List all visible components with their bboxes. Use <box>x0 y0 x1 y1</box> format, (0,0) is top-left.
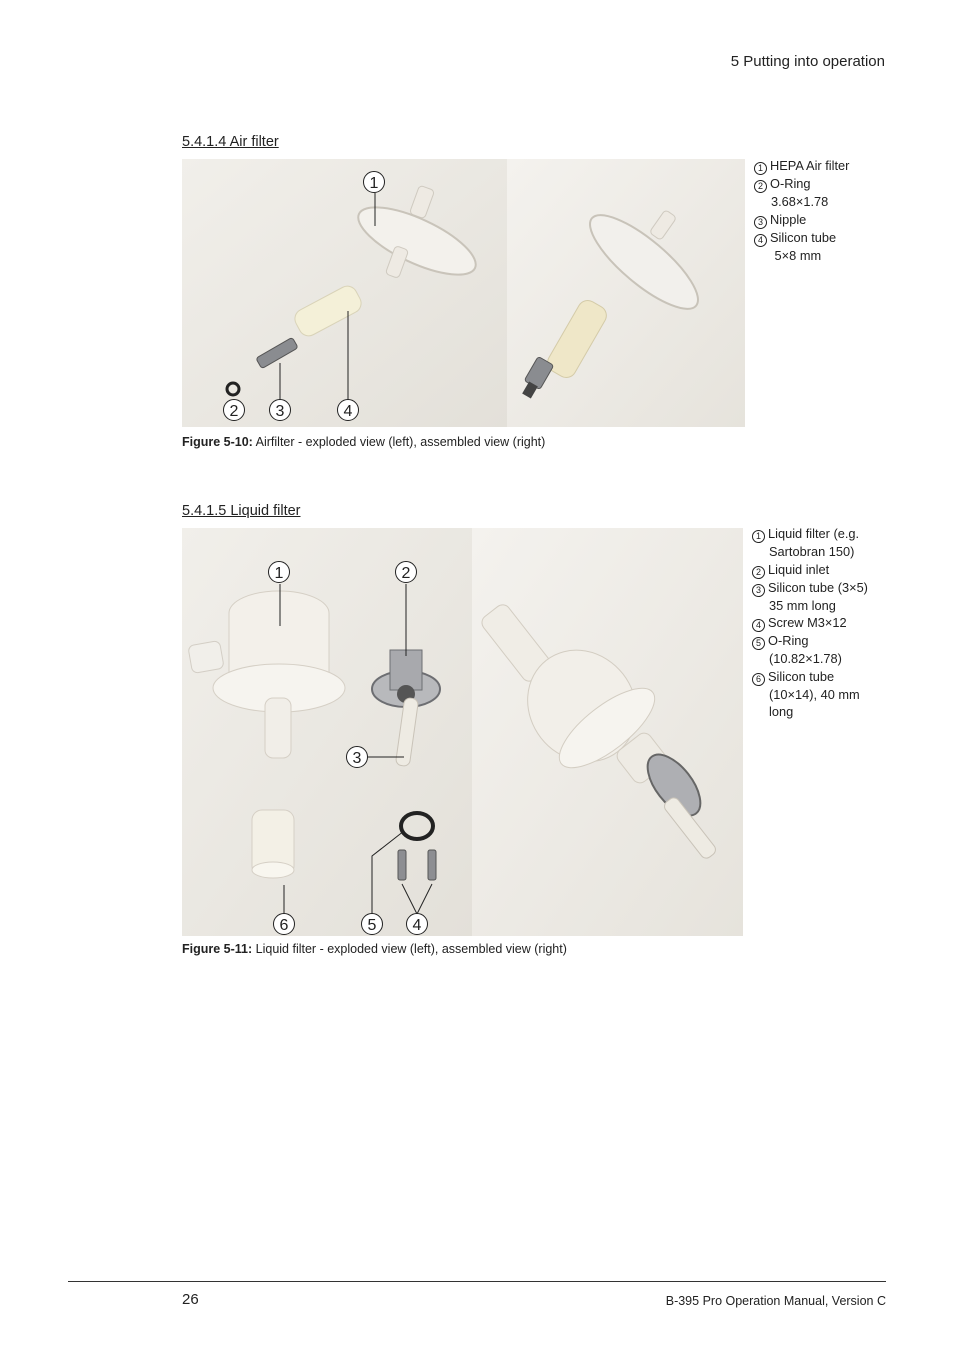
svg-text:2: 2 <box>229 403 239 420</box>
legend-subtext: (10.82×1.78) <box>769 651 842 667</box>
callout-4 <box>407 914 428 935</box>
legend-number: 1 <box>754 162 767 175</box>
callout-1 <box>364 172 385 193</box>
legend-item-silicon-tube-large <box>752 668 902 686</box>
legend-item-liquid-filter <box>752 525 902 543</box>
callout-4 <box>338 400 359 421</box>
legend-text: O-Ring <box>768 633 809 649</box>
legend-number: 3 <box>754 216 767 229</box>
legend-item-nipple <box>754 211 894 229</box>
legend-number: 4 <box>754 234 767 247</box>
legend-item-silicon-tube-small <box>752 579 902 597</box>
air-filter-section-title: 5.4.1.4 Air filter <box>182 134 279 150</box>
air-filter-legend <box>754 157 894 264</box>
air-filter-figure <box>182 159 745 427</box>
legend-subtext: 5×8 mm <box>771 247 822 263</box>
legend-text: Liquid filter (e.g. <box>768 526 860 541</box>
legend-subtext: 35 mm long <box>769 597 836 613</box>
callout-2 <box>396 562 417 583</box>
callout-1 <box>269 562 290 583</box>
callout-5 <box>362 914 383 935</box>
caption-label: Figure 5-10: <box>182 435 253 449</box>
caption-label: Figure 5-11: <box>182 942 253 956</box>
legend-number: 2 <box>752 566 765 579</box>
figure-5-11-caption <box>182 942 567 956</box>
svg-text:4: 4 <box>343 403 353 420</box>
legend-text: Nipple <box>770 211 807 227</box>
page-number: 26 <box>182 1291 199 1308</box>
legend-item-o-ring <box>754 175 894 193</box>
svg-text:5: 5 <box>367 917 377 934</box>
legend-subtext: long <box>769 704 794 720</box>
svg-text:2: 2 <box>401 565 411 582</box>
legend-number: 4 <box>752 619 765 632</box>
legend-text: Silicon tube <box>770 229 837 245</box>
legend-subtext: (10×14), 40 mm <box>769 686 860 702</box>
liquid-filter-photo <box>182 528 743 936</box>
legend-number: 5 <box>752 637 765 650</box>
svg-text:6: 6 <box>279 917 289 934</box>
legend-text: Screw M3×12 <box>768 615 847 631</box>
chapter-header: 5 Putting into operation <box>730 53 885 70</box>
footer-divider <box>68 1281 886 1282</box>
svg-text:4: 4 <box>412 917 422 934</box>
callout-3 <box>347 747 368 768</box>
legend-number: 1 <box>752 530 765 543</box>
caption-text: Airfilter - exploded view (left), assembled view (right) <box>252 435 546 449</box>
svg-text:3: 3 <box>352 750 362 767</box>
legend-text: HEPA Air filter <box>770 158 850 173</box>
liquid-filter-legend <box>752 525 902 721</box>
liquid-filter-section-title: 5.4.1.5 Liquid filter <box>182 503 301 519</box>
legend-item-silicon-tube <box>754 229 894 247</box>
callout-2 <box>224 400 245 421</box>
caption-text: Liquid filter - exploded view (left), assembled view (right) <box>252 942 567 956</box>
figure-5-10-caption <box>182 435 545 449</box>
legend-item-liquid-inlet <box>752 561 902 579</box>
legend-text: Silicon tube (3×5) <box>768 579 868 595</box>
legend-item-screw <box>752 614 902 632</box>
legend-text: Liquid inlet <box>768 561 830 577</box>
svg-text:1: 1 <box>369 175 379 192</box>
air-filter-photo <box>182 159 745 427</box>
silicon-tube-large-exploded <box>252 810 294 878</box>
callout-6 <box>274 914 295 935</box>
legend-number: 2 <box>754 180 767 193</box>
svg-text:1: 1 <box>274 565 284 582</box>
callout-3 <box>270 400 291 421</box>
legend-number: 6 <box>752 673 765 686</box>
legend-number: 3 <box>752 584 765 597</box>
legend-text: O-Ring <box>770 176 811 191</box>
manual-title: B-395 Pro Operation Manual, Version C <box>665 1294 886 1308</box>
legend-subtext: Sartobran 150) <box>769 544 855 559</box>
legend-item-o-ring <box>752 632 902 650</box>
legend-text: Silicon tube <box>768 668 835 684</box>
legend-subtext: 3.68×1.78 <box>771 194 829 209</box>
legend-item-hepa <box>754 157 894 175</box>
svg-text:3: 3 <box>275 403 285 420</box>
liquid-filter-figure <box>182 528 743 936</box>
